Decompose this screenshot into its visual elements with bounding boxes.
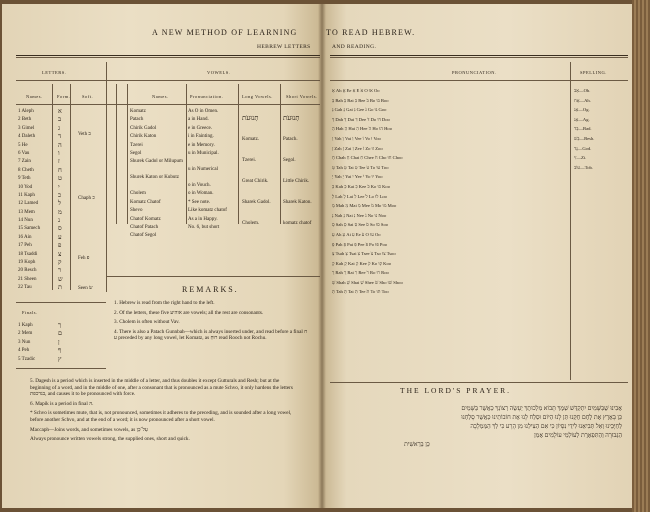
- list-item: ל: [58, 200, 62, 208]
- list-item: ח: [58, 166, 62, 174]
- list-item: 3 Nun: [18, 339, 31, 345]
- list-item: זִי—Zi.: [574, 155, 587, 161]
- long-vowels-list: [242, 108, 271, 234]
- list-item: ר: [58, 267, 62, 275]
- finals-header: Finals.: [22, 310, 38, 315]
- letters-header: LETTERS.: [42, 70, 67, 75]
- list-item: 17 Peh: [18, 243, 32, 249]
- top-rule-thin: [16, 57, 320, 58]
- list-item: פ: [58, 242, 62, 250]
- table-row: רַ Rah רֵ Rai רִ Ree רֹ Ro רוּ Roo: [332, 270, 389, 276]
- header-rule: [16, 80, 320, 81]
- table-row: מַ Mah מֵ Mai מִ Mee מֹ Mo מוּ Moo: [332, 203, 397, 209]
- list-item: ג: [58, 124, 61, 132]
- remark-item: 3. Cholem is often without Vav.: [114, 319, 180, 326]
- table-row: טַ Tah טֵ Tai טִ Tee טֹ To טוּ Too: [332, 164, 389, 170]
- list-item: u in Municipal.: [188, 150, 219, 156]
- list-item: נ: [58, 217, 61, 225]
- list-item: ע: [58, 233, 62, 241]
- list-item: 10 Yod: [18, 184, 33, 190]
- list-item: ט: [58, 175, 62, 183]
- list-item: Seen שׂ: [78, 286, 93, 291]
- list-item: אָג—Ag.: [574, 116, 590, 122]
- list-item: 16 Ain: [18, 234, 32, 240]
- list-item: תְנוּעֹת: [242, 114, 259, 122]
- table-row: זַ Zah זֵ Zai זִ Zee זֹ Zo זוּ Zoo: [332, 145, 383, 151]
- list-item: אַב—Ob.: [574, 88, 591, 93]
- remark-item: 4. There is also a Patach Gunnbah—which is always inserted under, and read before a final ח ע preceded by any long vowel, let Komatz, as רוּחַ read Rooch not Rochu.: [114, 328, 308, 342]
- col-pronunciation: Pronunciation.: [190, 94, 224, 99]
- list-item: ף: [58, 347, 62, 355]
- letters-vowels-divider: [106, 62, 107, 292]
- table-row: נַ Nah נֵ Nai נִ Nee נֹ No נוּ Noo: [332, 212, 387, 218]
- col-divider: [52, 84, 53, 290]
- note-item: 6. Mapik is a period in final הּ.: [30, 400, 94, 407]
- list-item: ב: [58, 116, 62, 124]
- list-item: צ: [58, 250, 62, 258]
- pronunciation-header: PRONUNCIATION.: [452, 70, 497, 75]
- list-item: ם: [58, 330, 63, 338]
- table-row: סַ Sah סֵ Sai סִ See סֹ So סוּ Soo: [332, 222, 389, 228]
- col-divider: [280, 84, 281, 224]
- list-item: a in Hand.: [188, 117, 209, 123]
- list-item: מ: [58, 208, 62, 216]
- list-item: Tzerei.: [242, 158, 257, 163]
- table-row: גַּ Gah גֵּ Gai גִּ Gee גֹּ Go גּוּ Goo: [332, 107, 387, 113]
- table-row: כַּ Kah כֵּ Kai כִּ Kee כֹּ Ko כּוּ Koo: [332, 183, 390, 189]
- list-item: Cholem: [130, 191, 146, 197]
- prayer-line: לְחַיָּבֵינוּ וְאַל תְּבִיאֵנוּ לִידֵי נִסָּיוֹן כִּי אִם הַצִּילֵנוּ מִן הָרָע כִּי לְךָ הַמַּמְלָכָה: [470, 423, 622, 430]
- table-row: חַ Chah חֵ Chai חִ Chee חֹ Cho חוּ Choo: [332, 155, 403, 161]
- list-item: תְנוּעֹת: [283, 114, 300, 122]
- table-row: בַּ Bah בֵּ Bai בִּ Bee בֹּ Bo בּוּ Boo: [332, 97, 389, 103]
- table-row: לַ Lah לֵ Lai לִ Lee לֹ Lo לוּ Loo: [332, 193, 387, 199]
- list-item: Shevo: [130, 208, 143, 214]
- vowel-names-list: [130, 108, 186, 241]
- top-rule: [330, 55, 628, 56]
- list-item: א: [58, 108, 62, 115]
- col-vowel-names: Names.: [152, 94, 169, 99]
- table-row: שַׁ Shah שֵׁ Shai שִׁ Shee שֹׁ Sho שׁוּ Shoo: [332, 279, 403, 285]
- table-row: עַ Ah עֵ Ai עִ Ee עֹ O עוּ Oo: [332, 231, 381, 237]
- prayer-line: הַגְּבוּרָה וְהַתִּפְאֶרֶת לְעוֹלְמֵי עוֹלָמִים אָמֵן: [534, 432, 622, 439]
- list-item: Patach.: [283, 137, 298, 142]
- list-item: Little Chirik.: [283, 179, 310, 184]
- list-item: 5 Tzadic: [18, 356, 36, 362]
- list-item: Like komatz chatof: [188, 208, 227, 214]
- col-form: Form.: [57, 94, 71, 99]
- list-item: 13 Mem: [18, 209, 35, 215]
- list-item: e in Memory.: [188, 142, 215, 148]
- vowel-pronunciation-list: [188, 108, 227, 232]
- col-divider: [116, 84, 117, 224]
- top-rule: [16, 55, 320, 56]
- lords-prayer-title: THE LORD'S PRAYER.: [400, 386, 512, 395]
- list-item: 8 Cheth: [18, 167, 34, 173]
- table-row: דַּ Dah דֵּ Dai דִּ Dee דֹּ Do דּוּ Doo: [332, 116, 390, 122]
- list-item: ת: [58, 284, 62, 292]
- list-item: כ: [58, 191, 62, 199]
- list-item: ק: [58, 259, 62, 267]
- list-item: Chirik Katon: [130, 134, 157, 140]
- list-item: ץ: [58, 355, 62, 363]
- col-divider: [127, 84, 128, 224]
- list-item: 3 Gimel: [18, 125, 35, 131]
- list-item: ה: [58, 141, 62, 149]
- letter-forms-list: [58, 108, 63, 293]
- list-item: Chaph כ: [78, 196, 95, 201]
- list-item: ן: [58, 338, 60, 346]
- list-item: 14 Nun: [18, 218, 33, 224]
- list-item: 4 Daleth: [18, 134, 36, 140]
- list-item: Sharek Gadol.: [242, 200, 271, 205]
- colhead-rule: [16, 104, 320, 105]
- letter-names-list: [18, 108, 40, 293]
- letters-table-bottom: [16, 302, 106, 303]
- list-item: Veth ב: [78, 132, 91, 137]
- spelling-header: SPELLING.: [580, 70, 607, 75]
- list-item: komatz chatof: [283, 221, 312, 226]
- note-item: Maccaph—Joins words, and sometimes vowels, as עַל־כֵּן: [30, 426, 148, 433]
- list-item: Cholem.: [242, 221, 260, 226]
- list-item: Komatz Chatof: [130, 199, 161, 205]
- list-item: ז: [58, 158, 60, 166]
- note-item: 5. Dagesh is a period which is inserted in the middle of a letter, and thus doubles it except Gutturals and Resh; but at the beginning of a word, and in the middle of one, after a consonant that is pronounced as a mute Schvo, it only hardens the letters בגדכפת, and causes it to be pronounced with force.: [30, 378, 293, 398]
- list-item: o in Woman.: [188, 191, 214, 197]
- book-gutter: [318, 4, 326, 508]
- list-item: Segol.: [283, 158, 296, 163]
- list-item: No. 6, but short: [188, 224, 220, 230]
- list-item: בַּד—Bad.: [574, 126, 592, 132]
- spelling-divider: [570, 62, 571, 380]
- col-soft: Soft.: [82, 94, 94, 99]
- col-long-vowels: Long Vowels.: [242, 94, 273, 99]
- list-item: אָח—Ah.: [574, 97, 591, 103]
- short-vowels-list: [283, 108, 312, 234]
- list-item: i in Fainting.: [188, 134, 214, 140]
- lords-prayer-text: [332, 404, 622, 449]
- list-item: 7 Zain: [18, 159, 31, 165]
- list-item: 5 He: [18, 142, 28, 148]
- table-row: יַ Yah יֵ Yai יִ Yee יֹ Yo יוּ Yoo: [332, 174, 383, 180]
- right-subhead: AND READING.: [332, 44, 377, 50]
- left-page: [2, 4, 322, 508]
- list-item: Great Chirik.: [242, 179, 269, 184]
- table-row: פַּ Pah פֵּ Pai פִּ Pee פֹּ Po פּוּ Poo: [332, 241, 388, 247]
- list-item: ו: [58, 149, 60, 157]
- notes-list: [30, 378, 300, 446]
- list-item: 9 Teth: [18, 176, 31, 182]
- list-item: e in Greece.: [188, 125, 213, 131]
- list-item: טוֹב—Tob.: [574, 164, 593, 170]
- list-item: Chatof Segol: [130, 233, 157, 239]
- list-item: 15 Samech: [18, 226, 41, 232]
- list-item: Segol: [130, 150, 142, 156]
- top-rule-thin: [330, 57, 628, 58]
- list-item: Komatz: [130, 109, 146, 114]
- right-page: [322, 4, 632, 508]
- list-item: בֵּשׁ—Besh.: [574, 135, 595, 141]
- list-item: Feh פ: [78, 256, 90, 261]
- table-row: צַ Tsah צֵ Tsai צִ Tsee צֹ Tso צוּ Tsoo: [332, 251, 396, 257]
- list-item: 1 Kaph: [18, 323, 33, 328]
- table-row: קַ Kah קֵ Kai קִ Kee קֹ Ko קוּ Koo: [332, 260, 392, 266]
- list-item: 20 Resch: [18, 268, 37, 274]
- prayer-line: כֵּן בָּאָרֶץ אֶת לֶחֶם חֻקֵּנוּ תֵּן לָנוּ הַיּוֹם וּסְלַח לָנוּ אֶת חוֹבוֹתֵינוּ כַּאֲשֶׁר סָלַחְנוּ: [461, 414, 622, 421]
- list-item: 19 Koph: [18, 260, 36, 266]
- list-item: 21 Sheen: [18, 276, 37, 282]
- list-item: 12 Lamed: [18, 201, 39, 207]
- list-item: u in Numerical: [188, 166, 218, 172]
- table-row: אַ Ah אֶ Ee אִ E אֹ O אוּ Oo: [332, 88, 380, 93]
- list-item: Chatof Komatz: [130, 216, 161, 222]
- note-item: * Schvo is sometimes mute, that is, not pronounced, sometimes it adheres to the preceding, and is sounded after a long vowel, before another Schvo, and at the end of a word; it is now pronounced after a short vowel.: [30, 410, 292, 423]
- list-item: Sharek Katon.: [283, 200, 312, 205]
- pronunciation-rows: [332, 86, 403, 297]
- finals-table-bottom: [16, 368, 106, 369]
- table-row: וַ Vah וֵ Vai וִ Vee וֹ Vo וּ Voo: [332, 135, 381, 141]
- list-item: 2 Mem: [18, 331, 33, 337]
- note-item: Always pronounce written vowels strong, the supplied ones, short and quick.: [30, 436, 190, 443]
- col-short-vowels: Short Vowels.: [286, 94, 318, 99]
- left-running-head: A NEW METHOD OF LEARNING: [152, 28, 298, 37]
- list-item: Patach: [130, 117, 144, 123]
- list-item: Chirik Gadol: [130, 125, 157, 131]
- spelling-list: [574, 86, 594, 172]
- vowels-header: VOWELS.: [207, 70, 231, 75]
- remark-item: 1. Hebrew is read from the right hand to the left.: [114, 300, 215, 306]
- header-rule: [330, 80, 628, 81]
- page-edges: [632, 0, 650, 512]
- list-item: Shurek Gadol or Milupum: [130, 159, 183, 165]
- list-item: אָג—Og.: [574, 107, 590, 113]
- col-divider: [70, 84, 71, 290]
- col-divider: [238, 84, 239, 224]
- list-item: * See note.: [188, 199, 211, 205]
- prayer-line: כֵּן בְּרֵאשִׁית: [404, 441, 430, 448]
- prayer-line: אָבִינוּ שֶׁבַּשָּׁמַיִם יִתְקַדַּשׁ שְׁמֶךָ תָּבוֹא מַלְכוּתֶךָ יֵעָשֶׂה רְצוֹנְךָ כַּאֲשֶׁר בַּשָּׁמַיִם: [461, 405, 622, 412]
- vowel-table-bottom: [106, 276, 320, 277]
- table-row: הַ Hah הֵ Hai הִ Hee הֹ Ho הוּ Hoo: [332, 126, 393, 132]
- list-item: 11 Kaph: [18, 192, 35, 198]
- list-item: 22 Tau: [18, 285, 32, 291]
- list-item: Tzerei: [130, 142, 143, 148]
- list-item: 6 Vau: [18, 150, 30, 156]
- list-item: גָּד—God.: [574, 145, 592, 151]
- list-item: ס: [58, 225, 62, 233]
- list-item: י: [58, 183, 60, 191]
- left-subhead: HEBREW LETTERS: [257, 44, 311, 50]
- soft-forms-list: [78, 108, 95, 290]
- col-names: Names.: [26, 94, 43, 99]
- list-item: 4 Peh: [18, 348, 30, 354]
- list-item: ש: [58, 275, 63, 283]
- list-item: 1 Aleph: [18, 109, 34, 114]
- remark-item: 2. Of the letters, these five אוהיע are vowels; all the rest are consonants.: [114, 309, 264, 316]
- list-item: 18 Tsaddi: [18, 251, 38, 257]
- list-item: o in Vouch.: [188, 182, 211, 188]
- col-divider: [186, 84, 187, 224]
- remarks-title: REMARKS.: [182, 285, 239, 294]
- list-item: Chatof Patach: [130, 224, 159, 230]
- final-forms-list: [58, 322, 62, 364]
- table-bottom-rule: [330, 382, 628, 383]
- list-item: As O in Omen.: [188, 109, 219, 114]
- list-item: As a in Happy.: [188, 216, 218, 222]
- list-item: Shurek Katon or Kubutz: [130, 175, 180, 181]
- remarks-list: [114, 300, 310, 345]
- table-row: תַּ Tah תֵּ Tai תִּ Tee תֹּ To תּוּ Too: [332, 289, 389, 295]
- finals-list: [18, 322, 35, 364]
- list-item: ד: [58, 133, 62, 141]
- list-item: Komatz.: [242, 137, 260, 142]
- right-running-head: TO READ HEBREW.: [326, 28, 416, 37]
- list-item: ך: [58, 322, 62, 329]
- list-item: 2 Beth: [18, 117, 32, 123]
